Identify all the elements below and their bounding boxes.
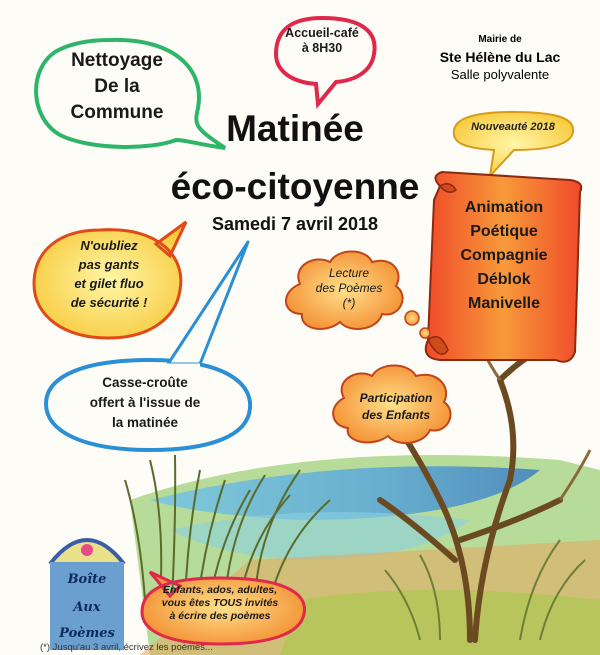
boite-aux-poemes [44, 520, 130, 650]
cassecroute-text [60, 373, 230, 433]
title-matinee: Matinée [226, 108, 364, 149]
cassecroute-line: Casse-croûte [102, 375, 188, 390]
enfants-line: Enfants, ados, adultes, [162, 584, 278, 596]
event-date: Samedi 7 avril 2018 [211, 214, 379, 234]
nettoyage-line: De la [94, 76, 140, 97]
nettoyage-line: Commune [70, 102, 164, 123]
cassecroute-line: la matinée [111, 415, 179, 430]
animation-line: Déblok [477, 271, 531, 288]
flower-icon [81, 544, 93, 556]
cassecroute-line: offert à l'issue de [89, 395, 201, 410]
animation-line: Animation [464, 199, 544, 216]
gants-line: N'oubliez [80, 238, 138, 253]
cafe-text [280, 26, 364, 56]
lecture-text [294, 266, 404, 311]
nouveaute-badge: Nouveauté 2018 [471, 121, 555, 133]
boite-panel [50, 562, 124, 650]
cafe-line: Accueil-café [285, 26, 359, 40]
animation-line: Manivelle [467, 295, 541, 312]
animation-text [436, 196, 572, 316]
footnote: (*) Jusqu'au 3 avril, écrivez les poèmes... [40, 642, 213, 653]
participation-line: Participation [359, 391, 433, 405]
gants-line: pas gants [78, 257, 140, 272]
enfants-text [146, 584, 294, 623]
lecture-line: (*) [342, 296, 356, 310]
mairie-block [408, 34, 592, 82]
title-eco-citoyenne: éco-citoyenne [170, 166, 420, 207]
nettoyage-text [42, 48, 192, 126]
boite-line: Aux [73, 600, 101, 615]
enfants-line: vous êtes TOUS invités [161, 597, 279, 609]
gants-line: de sécurité ! [70, 295, 148, 310]
boite-line: Poèmes [59, 626, 115, 641]
mairie-line2: Ste Hélène du Lac [439, 49, 561, 65]
mairie-line1: Mairie de [478, 34, 522, 45]
cafe-line: à 8H30 [301, 41, 343, 55]
enfants-line: à écrire des poèmes [169, 610, 271, 622]
animation-line: Compagnie [460, 247, 548, 264]
boite-arch [44, 520, 130, 568]
participation-line: des Enfants [361, 408, 430, 422]
gants-text [44, 236, 174, 312]
gants-line: et gilet fluo [74, 276, 144, 291]
nettoyage-line: Nettoyage [71, 50, 163, 71]
boite-line: Boîte [67, 572, 107, 587]
mairie-line3: Salle polyvalente [450, 67, 550, 82]
lecture-line: Lecture [328, 266, 370, 280]
animation-line: Poétique [470, 223, 538, 240]
lecture-line: des Poèmes [315, 281, 383, 295]
participation-text [336, 390, 456, 424]
